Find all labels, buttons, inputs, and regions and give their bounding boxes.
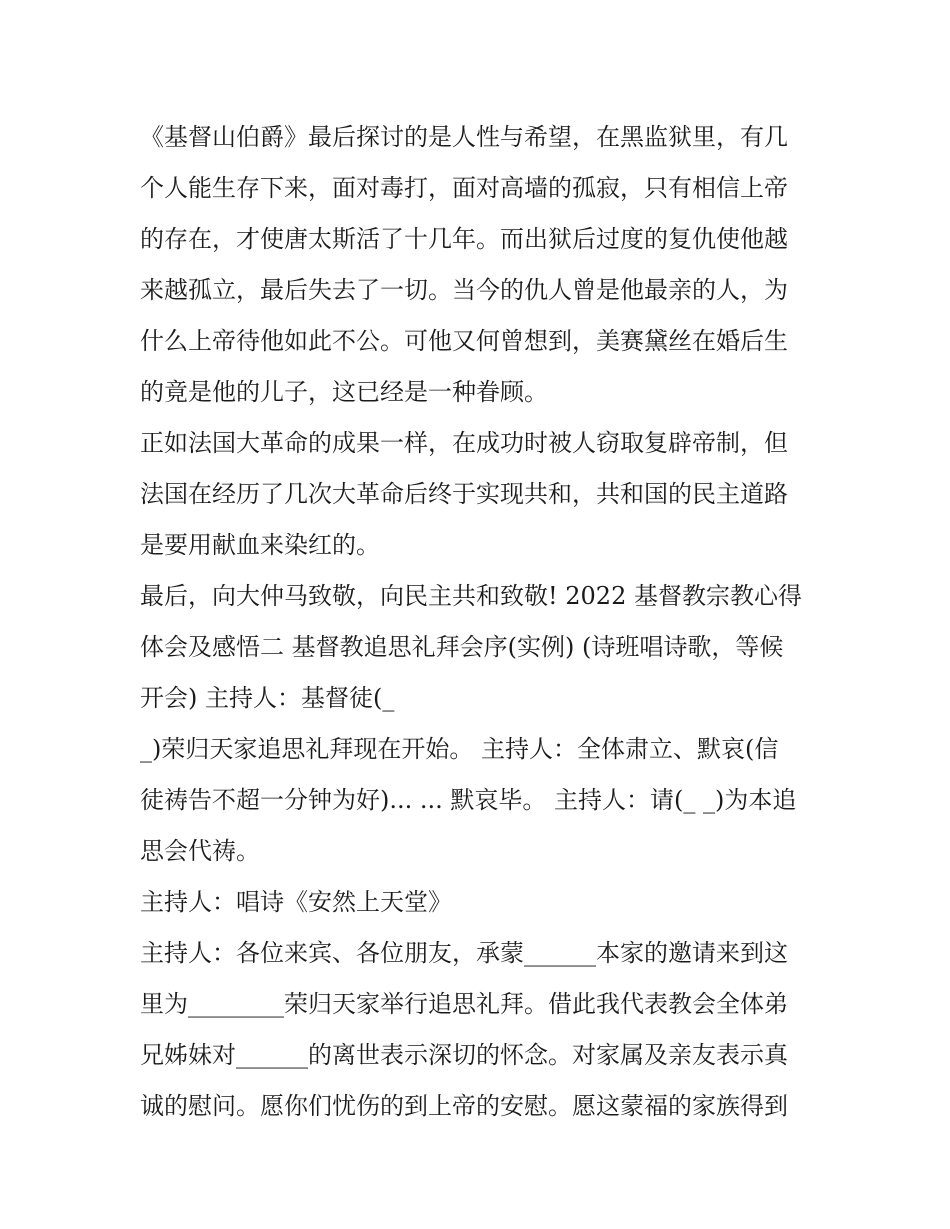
text-line: 的存在，才使唐太斯活了十几年。而出狱后过度的复仇使他越 (140, 225, 788, 253)
text-line: 最后，向大仲马致敬，向民主共和致敬! 2022 基督教宗教心得 (140, 582, 802, 610)
text-line: 个人能生存下来，面对毒打，面对高墙的孤寂，只有相信上帝 (140, 174, 788, 202)
text-line: _)荣归天家追思礼拜现在开始。 主持人：全体肃立、默哀(信 (140, 735, 779, 763)
text-line: 兄姊妹对______的离世表示深切的怀念。对家属及亲友表示真 (140, 1041, 788, 1069)
text-line: 的竟是他的儿子，这已经是一种眷顾。 (140, 378, 548, 406)
text-line: 是要用献血来染红的。 (140, 531, 380, 559)
text-line: 主持人：唱诗《安然上天堂》 (140, 888, 452, 916)
document-body (140, 112, 830, 1132)
text-line: 正如法国大革命的成果一样，在成功时被人窃取复辟帝制，但 (140, 429, 788, 457)
text-line: 主持人：各位来宾、各位朋友，承蒙______本家的邀请来到这 (140, 939, 788, 967)
text-line: 体会及感悟二 基督教追思礼拜会序(实例) (诗班唱诗歌，等候 (140, 633, 784, 661)
text-line: 徒祷告不超一分钟为好)... ... 默哀毕。 主持人：请(_ _)为本追 (140, 786, 797, 814)
text-line: 里为________荣归天家举行追思礼拜。借此我代表教会全体弟 (140, 990, 788, 1018)
text-line: 法国在经历了几次大革命后终于实现共和，共和国的民主道路 (140, 480, 788, 508)
text-line: 开会) 主持人：基督徒(_ (140, 684, 395, 712)
text-line: 思会代祷。 (140, 837, 260, 865)
text-line: 什么上帝待他如此不公。可他又何曾想到，美赛黛丝在婚后生 (140, 327, 788, 355)
text-line: 来越孤立，最后失去了一切。当今的仇人曾是他最亲的人，为 (140, 276, 788, 304)
text-line: 《基督山伯爵》最后探讨的是人性与希望，在黑监狱里，有几 (140, 123, 788, 151)
text-line: 诚的慰问。愿你们忧伤的到上帝的安慰。愿这蒙福的家族得到 (140, 1092, 788, 1120)
